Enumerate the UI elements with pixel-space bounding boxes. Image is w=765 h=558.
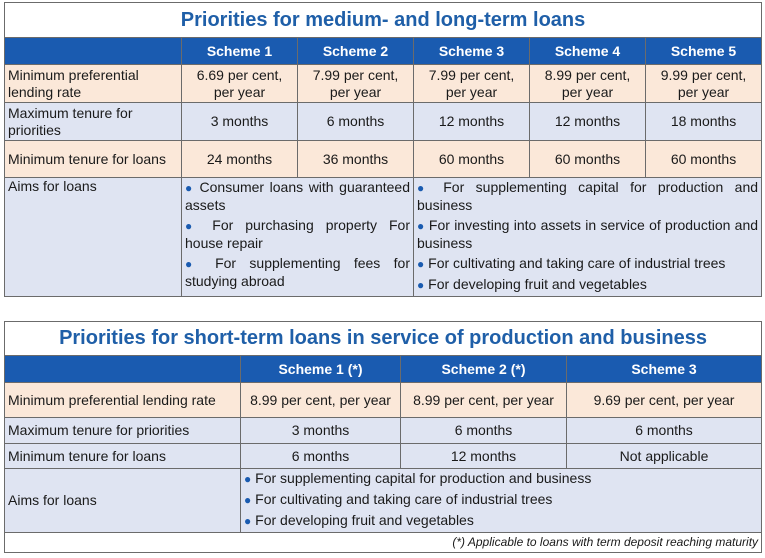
list-item: ● For developing fruit and vegetables bbox=[244, 512, 474, 528]
bullet-dot-icon: ● bbox=[417, 278, 425, 292]
table1-aims-consumer bbox=[182, 178, 414, 297]
table1-aims-label: Aims for loans bbox=[5, 178, 182, 297]
bullet-dot-icon: ● bbox=[417, 257, 425, 271]
table1-max-tenure-cell: 12 months bbox=[414, 103, 530, 141]
table2-aims-list bbox=[241, 469, 762, 533]
table1-min-tenure-cell: 36 months bbox=[298, 141, 414, 178]
table2-max-tenure-cell: 3 months bbox=[241, 418, 401, 444]
table1-max-tenure-cell: 12 months bbox=[530, 103, 646, 141]
table2-max-tenure-cell: 6 months bbox=[401, 418, 567, 444]
table1-rate-cell: 8.99 per cent, per year bbox=[530, 65, 646, 103]
table1-min-tenure-cell: 60 months bbox=[530, 141, 646, 178]
bullet-dot-icon: ● bbox=[185, 181, 194, 195]
table1-min-tenure-cell: 60 months bbox=[646, 141, 762, 178]
bullet-dot-icon: ● bbox=[185, 257, 202, 271]
table2-rate-cell: 9.69 per cent, per year bbox=[567, 383, 762, 418]
table1-title: Priorities for medium- and long-term loans bbox=[5, 3, 762, 38]
list-item: ● For supplementing capital for production and business bbox=[244, 470, 592, 486]
table2-aims-label: Aims for loans bbox=[5, 469, 241, 533]
table2-rate-cell: 8.99 per cent, per year bbox=[401, 383, 567, 418]
table1-max-tenure-label: Maximum tenure for priorities bbox=[5, 103, 182, 141]
table2-header-scheme-2: Scheme 2 (*) bbox=[401, 356, 567, 383]
bullet-dot-icon: ● bbox=[244, 514, 252, 528]
table1-header-scheme-4: Scheme 4 bbox=[530, 38, 646, 65]
table1-min-tenure-cell: 60 months bbox=[414, 141, 530, 178]
table1-header-scheme-3: Scheme 3 bbox=[414, 38, 530, 65]
table1-rate-cell: 9.99 per cent, per year bbox=[646, 65, 762, 103]
table2-title: Priorities for short-term loans in service of production and business bbox=[5, 322, 762, 356]
table2-header-scheme-1: Scheme 1 (*) bbox=[241, 356, 401, 383]
table2-max-tenure-label: Maximum tenure for priorities bbox=[5, 418, 241, 444]
list-item: ● For cultivating and taking care of industrial trees bbox=[244, 491, 553, 507]
list-item: ● For investing into assets in service of production and business bbox=[417, 217, 759, 251]
table2-max-tenure-cell: 6 months bbox=[567, 418, 762, 444]
medium-long-term-loans-table bbox=[4, 2, 762, 297]
table1-corner-cell bbox=[5, 38, 182, 65]
table2-rate-label: Minimum preferential lending rate bbox=[5, 383, 241, 418]
table2-corner-cell bbox=[5, 356, 241, 383]
list-item: ● For cultivating and taking care of industrial trees bbox=[417, 255, 726, 271]
table1-header-scheme-1: Scheme 1 bbox=[182, 38, 298, 65]
table1-min-tenure-label: Minimum tenure for loans bbox=[5, 141, 182, 178]
table1-rate-label: Minimum preferential lending rate bbox=[5, 65, 182, 103]
bullet-dot-icon: ● bbox=[244, 472, 252, 486]
table1-rate-cell: 7.99 per cent, per year bbox=[298, 65, 414, 103]
table1-rate-cell: 6.69 per cent, per year bbox=[182, 65, 298, 103]
table1-max-tenure-cell: 6 months bbox=[298, 103, 414, 141]
bullet-dot-icon: ● bbox=[185, 219, 201, 233]
table1-min-tenure-cell: 24 months bbox=[182, 141, 298, 178]
table2-footnote: (*) Applicable to loans with term deposit reaching maturity bbox=[5, 533, 762, 553]
table2-rate-cell: 8.99 per cent, per year bbox=[241, 383, 401, 418]
bullet-dot-icon: ● bbox=[244, 493, 252, 507]
bullet-dot-icon: ● bbox=[417, 219, 425, 233]
short-term-loans-table bbox=[4, 321, 762, 553]
table1-aims-business bbox=[414, 178, 762, 297]
list-item: ● For supplementing fees for studying abroad bbox=[185, 255, 411, 289]
list-item: ● For purchasing property For house repair bbox=[185, 217, 411, 251]
list-item: ● For supplementing capital for production and business bbox=[417, 179, 759, 213]
table1-max-tenure-cell: 3 months bbox=[182, 103, 298, 141]
list-item: ● Consumer loans with guaranteed assets bbox=[185, 179, 411, 213]
table2-min-tenure-cell: 6 months bbox=[241, 444, 401, 469]
bullet-dot-icon: ● bbox=[417, 181, 432, 195]
table2-min-tenure-cell: 12 months bbox=[401, 444, 567, 469]
table2-header-scheme-3: Scheme 3 bbox=[567, 356, 762, 383]
list-item: ● For developing fruit and vegetables bbox=[417, 276, 647, 292]
table2-min-tenure-cell: Not applicable bbox=[567, 444, 762, 469]
table1-rate-cell: 7.99 per cent, per year bbox=[414, 65, 530, 103]
table1-header-scheme-5: Scheme 5 bbox=[646, 38, 762, 65]
table1-header-scheme-2: Scheme 2 bbox=[298, 38, 414, 65]
table2-min-tenure-label: Minimum tenure for loans bbox=[5, 444, 241, 469]
table1-max-tenure-cell: 18 months bbox=[646, 103, 762, 141]
